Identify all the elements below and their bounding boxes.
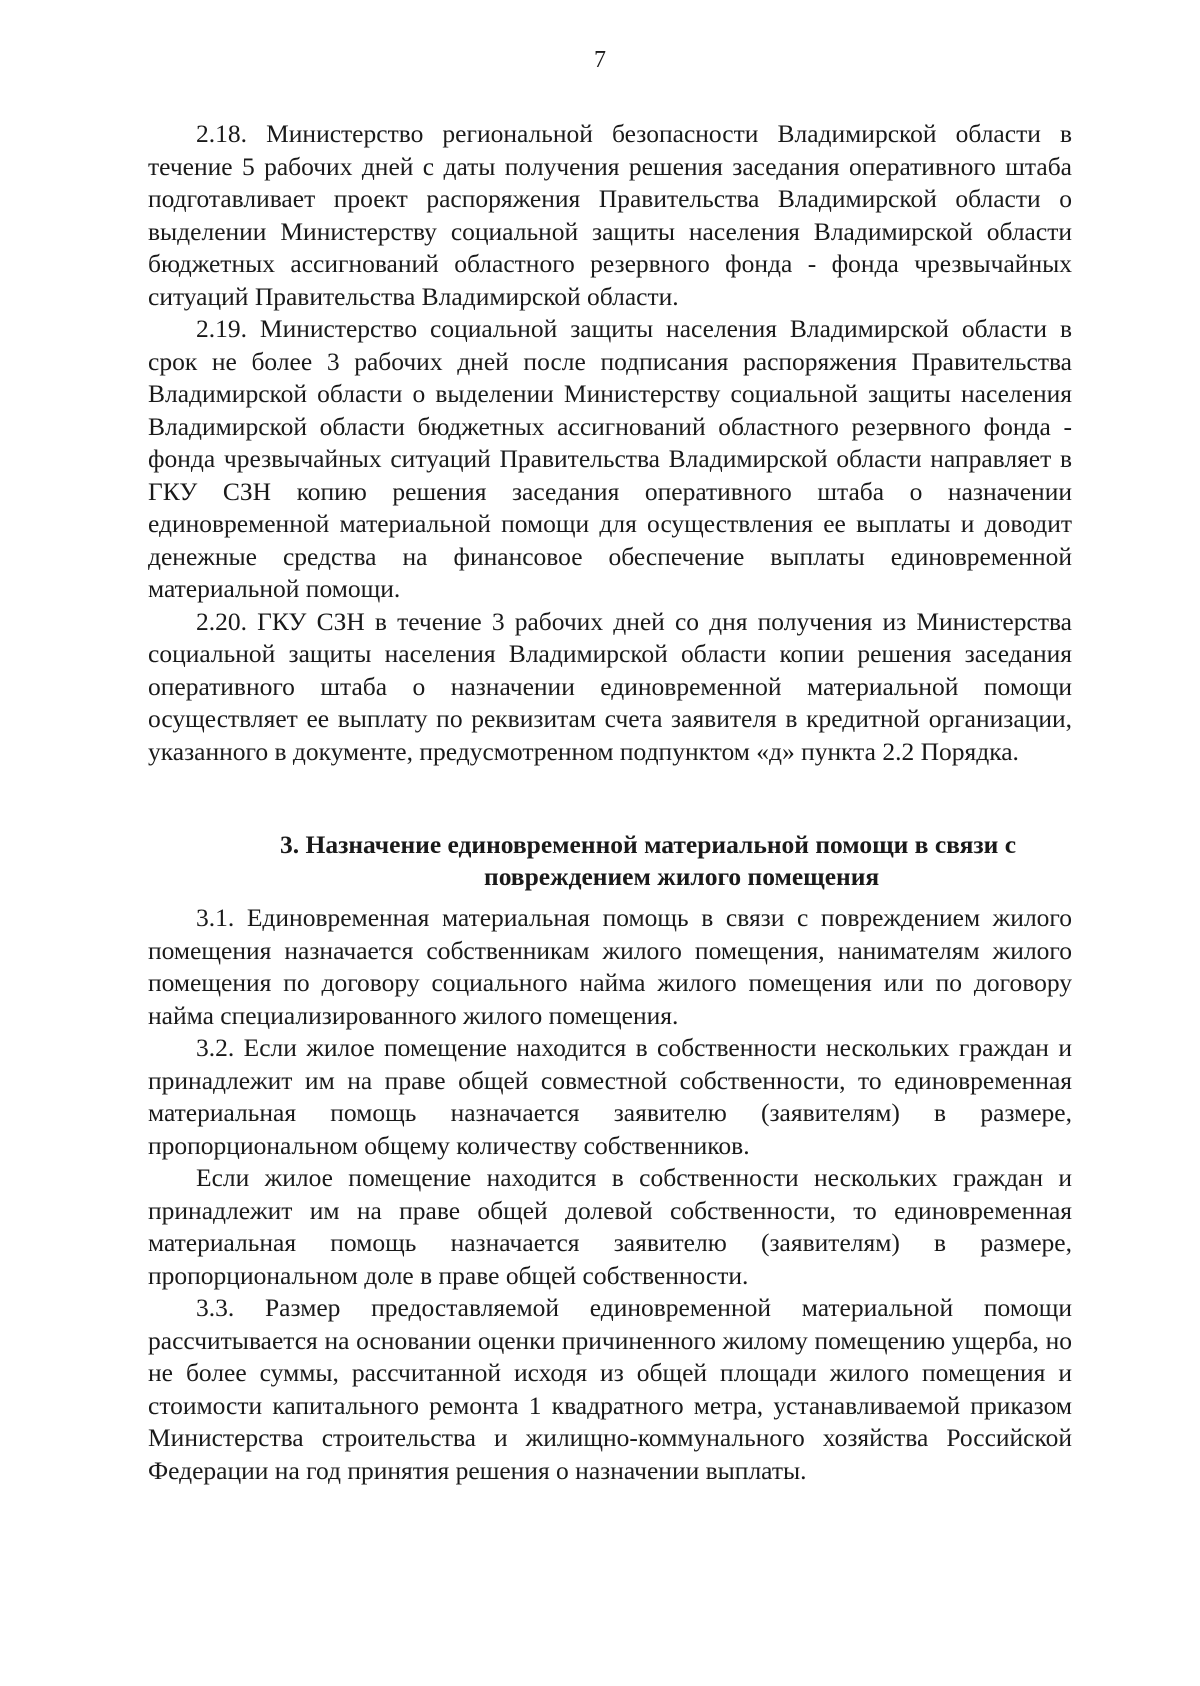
paragraph-2-18: 2.18. Министерство региональной безопасности Владимирской области в течение 5 рабочих дней с даты получения решения заседания оперативного штаба подготавливает проект распоряжения Правительства Владимирской области о выделении Министерству социальной защиты населения Владимирской области бюджетных ассигнований областного резервного фонда - фонда чрезвычайных ситуаций Правительства Владимирской области. (148, 119, 1072, 311)
paragraphs-section-3 (148, 902, 1072, 1487)
paragraph-3-1: 3.1. Единовременная материальная помощь в связи с повреждением жилого помещения назначается собственникам жилого помещения, нанимателям жилого помещения по договору социального найма жилого помещения или по договору найма специализированного жилого помещения. (148, 903, 1072, 1030)
paragraph-3-3: 3.3. Размер предоставляемой единовременной материальной помощи рассчитывается на основании оценки причиненного жилому помещению ущерба, но не более суммы, рассчитанной исходя из общей площади жилого помещения и стоимости капитального ремонта 1 квадратного метра, устанавливаемой приказом Министерства строительства и жилищно-коммунального хозяйства Российской Федерации на год принятия решения о назначении выплаты. (148, 1293, 1072, 1485)
paragraphs-section-2 (148, 118, 1072, 768)
paragraph-2-20: 2.20. ГКУ СЗН в течение 3 рабочих дней со дня получения из Министерства социальной защиты населения Владимирской области копии решения заседания оперативного штаба о назначении единовременной материальной помощи осуществляет ее выплату по реквизитам счета заявителя в кредитной организации, указанного в документе, предусмотренном подпунктом «д» пункта 2.2 Порядка. (148, 606, 1072, 766)
section-heading-line-2: повреждением жилого помещения (484, 862, 880, 891)
paragraph-3-2-cont: Если жилое помещение находится в собственности нескольких граждан и принадлежит им на праве общей долевой собственности, то единовременная материальная помощь назначается заявителю (заявителям) в размере, пропорциональном доле в праве общей собственности. (148, 1163, 1072, 1290)
section-3-heading (280, 829, 1140, 893)
paragraph-3-2: 3.2. Если жилое помещение находится в собственности нескольких граждан и принадлежит им на праве общей совместной собственности, то единовременная материальная помощь назначается заявителю (заявителям) в размере, пропорциональном общему количеству собственников. (148, 1033, 1072, 1160)
paragraph-2-19: 2.19. Министерство социальной защиты населения Владимирской области в срок не более 3 рабочих дней после подписания распоряжения Правительства Владимирской области о выделении Министерству социальной защиты населения Владимирской области бюджетных ассигнований областного резервного фонда - фонда чрезвычайных ситуаций Правительства Владимирской области направляет в ГКУ СЗН копию решения заседания оперативного штаба о назначении единовременной материальной помощи для осуществления ее выплаты и доводит денежные средства на финансовое обеспечение выплаты единовременной материальной помощи. (148, 314, 1072, 603)
page-number: 7 (594, 47, 606, 73)
section-heading-line-1: 3. Назначение единовременной материальной помощи в связи с (280, 830, 1017, 859)
